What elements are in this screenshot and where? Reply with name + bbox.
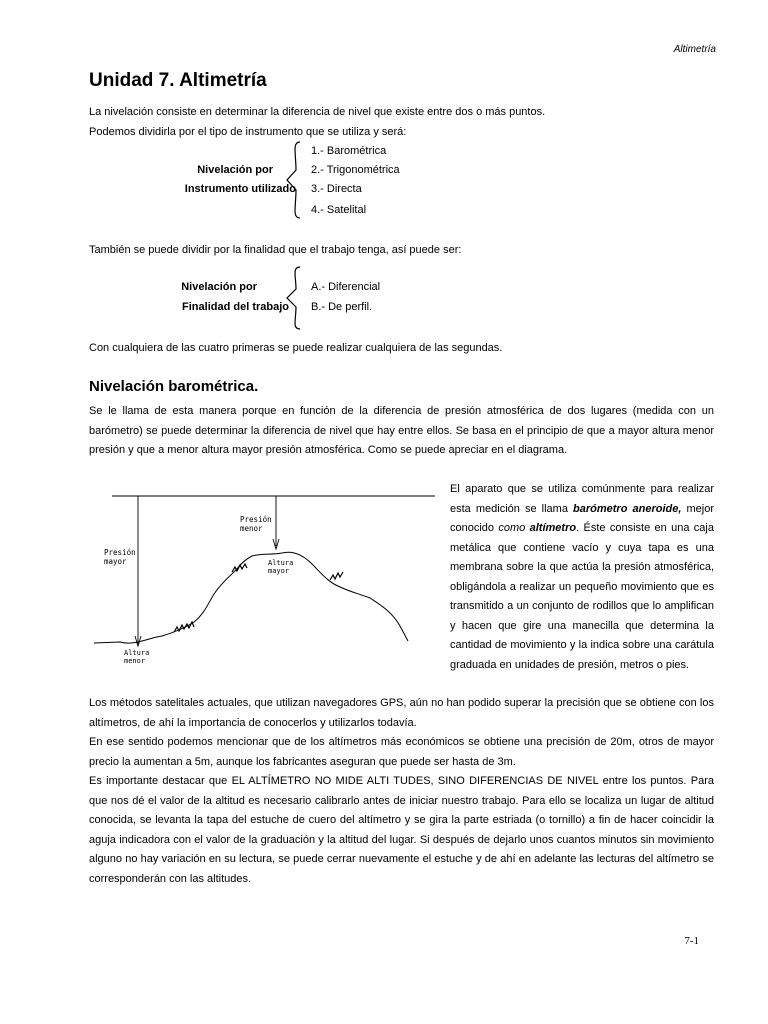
label-presion-menor-2: menor — [240, 524, 263, 533]
instrument-option: 4.- Satelital — [311, 204, 367, 216]
closing-text-2: En ese sentido podemos mencionar que de los altímetros más económicos se obtiene una precisión de 20m, otros de mayor precio la aumentan a 5m, aunque los fabricantes aseguran que puede ser hasta de 3m. — [89, 736, 714, 768]
label-presion-mayor-2: mayor — [104, 557, 127, 566]
baro-paragraph: Se le llama de esta manera porque en función de la diferencia de presión atmosférica de dos lugares (medida con un barómetro) se puede determinar la diferencia de nivel que hay entre ellos. Se basa en el principio de que a mayor altura menor presión y que a menor altura mayor presión atmosférica. Como se puede apreciar en el diagrama. — [89, 405, 714, 456]
purpose-brace — [284, 265, 306, 331]
closing-text-1: Los métodos satelitales actuales, que utilizan navegadores GPS, aún no han podido superar la precisión que se obtiene con los altímetros, de ahí la importancia de conocerlos y utilizarlos todavía. — [89, 697, 714, 729]
instrument-label-2: Instrumento utilizado — [184, 183, 296, 195]
barometric-diagram — [90, 486, 440, 671]
purpose-label-1: Nivelación por — [181, 281, 257, 293]
instrument-option: 2.- Trigonométrica — [311, 164, 400, 176]
instrument-brace — [284, 140, 306, 220]
section-title: Nivelación barométrica. — [89, 378, 259, 395]
label-altura-menor-2: menor — [124, 657, 146, 665]
label-altura-menor-1: Altura — [124, 649, 150, 657]
closing-paragraph — [89, 694, 714, 889]
label-presion-mayor-1: Presión — [104, 548, 136, 557]
label-presion-menor-1: Presión — [240, 515, 272, 524]
instrument-label-1: Nivelación por — [197, 164, 273, 176]
side-text: El aparato que se utiliza comúnmente para realizar esta medición se llama barómetro aneroide, mejor conocido como altímetro. Éste consiste en una caja metálica que contiene vacío y cuya tapa es una membrana sobre la que actúa la presión atmosférica, obligándola a realizar un pequeño movimiento que es transmitido a un conjunto de rodillos que lo amplifican y hacen que gire una manecilla que determina la cantidad de movimiento y la indica sobre una carátula graduada en unidades de presión, metros o pies. — [450, 483, 715, 671]
purpose-option: B.- De perfil. — [311, 301, 373, 313]
intro-line-2: Podemos dividirla por el tipo de instrumento que se utiliza y será: — [89, 125, 407, 138]
purpose-option: A.- Diferencial — [311, 281, 381, 293]
vegetation — [232, 564, 247, 572]
terrain-profile — [94, 552, 408, 643]
page-title: Unidad 7. Altimetría — [89, 70, 267, 91]
purpose-label-2: Finalidad del trabajo — [182, 301, 289, 313]
purpose-intro: También se puede dividir por la finalidad que el trabajo tenga, así puede ser: — [89, 244, 462, 256]
page-number: 7-1 — [684, 935, 699, 947]
combine-text: Con cualquiera de las cuatro primeras se puede realizar cualquiera de las segundas. — [89, 342, 503, 354]
instrument-option: 1.- Barométrica — [311, 145, 387, 157]
intro — [89, 103, 709, 142]
running-header: Altimetría — [673, 44, 716, 55]
instrument-option: 3.- Directa — [311, 183, 362, 195]
vegetation — [330, 572, 343, 580]
intro-line-1: La nivelación consiste en determinar la diferencia de nivel que existe entre dos o más puntos. — [89, 106, 546, 118]
closing-text-3: Es importante destacar que EL ALTÍMETRO NO MIDE ALTI TUDES, SINO DIFERENCIAS DE NIVEL entre los puntos. Para que nos dé el valor de la altitud es necesario calibrarlo antes de iniciar nuestro trabajo. Para ello se localiza un lugar de altitud conocida, se levanta la tapa del estuche de cuero del altímetro y se gira la parte estriada (o tornillo) a fin de hacer coincidir la aguja indicadora con el valor de la graduación y la altitud del lugar. Si después de dejarlo unos cuantos minutos sin movimiento alguno no hay variación en su lectura, se puede cerrar nuevamente el estuche y de ahí en adelante las lecturas del altímetro se corresponderán con las altitudes. — [89, 775, 714, 885]
label-altura-mayor-2: mayor — [268, 567, 290, 575]
label-altura-mayor-1: Altura — [268, 559, 294, 567]
